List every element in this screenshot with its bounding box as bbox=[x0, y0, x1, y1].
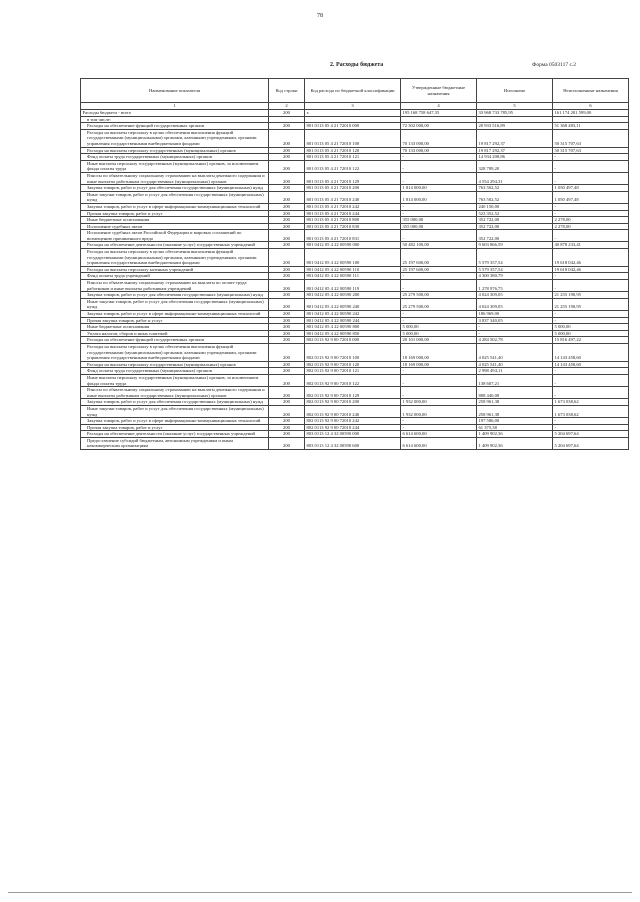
row-unexecuted: - bbox=[553, 160, 629, 172]
header-line-code: Код строки bbox=[269, 79, 305, 103]
row-approved bbox=[401, 116, 477, 123]
row-unexecuted: 40 878 233,41 bbox=[553, 242, 629, 249]
row-executed: 1 278 976,75 bbox=[477, 280, 553, 292]
row-approved: - bbox=[401, 418, 477, 425]
row-executed: 352 722,00 bbox=[477, 217, 553, 224]
row-approved: 50 482 100,00 bbox=[401, 242, 477, 249]
table-row bbox=[81, 311, 629, 318]
row-line-code: 200 bbox=[269, 324, 305, 331]
row-executed: - bbox=[477, 324, 553, 331]
row-classification-code: 801 0113 05 4 21 72010 121 bbox=[305, 154, 401, 161]
row-unexecuted: 5 204 697,64 bbox=[553, 431, 629, 438]
row-approved: 355 000,00 bbox=[401, 223, 477, 230]
row-line-code: 200 bbox=[269, 129, 305, 147]
row-executed: 4 025 541,40 bbox=[477, 361, 553, 368]
table-row bbox=[81, 399, 629, 406]
row-name: Расходы на выплаты персоналу в целях обеспечения выполнения функций государственными (муниципальными) органами, казенными учреждениями, органами управления государственными внебюджетными фондами bbox=[81, 129, 269, 147]
row-unexecuted: 5 000,00 bbox=[553, 324, 629, 331]
table-row bbox=[81, 242, 629, 249]
table-row bbox=[81, 330, 629, 337]
row-name: Расходы на обеспечение функций государственных органов bbox=[81, 123, 269, 130]
table-row bbox=[81, 405, 629, 417]
row-line-code: 200 bbox=[269, 147, 305, 154]
row-executed: 33 968 733 785,95 bbox=[477, 110, 553, 117]
row-line-code: 200 bbox=[269, 368, 305, 375]
row-unexecuted: 1 673 038,62 bbox=[553, 399, 629, 406]
table-row bbox=[81, 292, 629, 299]
row-line-code: 200 bbox=[269, 172, 305, 184]
row-line-code: 200 bbox=[269, 361, 305, 368]
row-unexecuted: 50 315 707,63 bbox=[553, 129, 629, 147]
row-approved: - bbox=[401, 203, 477, 210]
row-executed: 4 284 502,78 bbox=[477, 337, 553, 344]
row-line-code: 200 bbox=[269, 330, 305, 337]
page-bottom-rule bbox=[8, 892, 632, 893]
expenses-table bbox=[80, 78, 629, 450]
row-line-code: 200 bbox=[269, 191, 305, 203]
row-name: Закупка товаров, работ и услуг в сфере информационно-коммуникационных технологий bbox=[81, 203, 269, 210]
row-unexecuted: 1 050 497,48 bbox=[553, 191, 629, 203]
row-executed: 258 961,38 bbox=[477, 405, 553, 417]
row-executed: 4 024 309,05 bbox=[477, 292, 553, 299]
row-line-code: 200 bbox=[269, 217, 305, 224]
table-row bbox=[81, 298, 629, 310]
row-executed: 5 579 357,54 bbox=[477, 249, 553, 267]
row-classification-code: 801 0113 05 4 21 72010 244 bbox=[305, 210, 401, 217]
row-approved: 5 000,00 bbox=[401, 330, 477, 337]
row-line-code: 200 bbox=[269, 110, 305, 117]
row-classification-code: 801 0412 05 4 22 00590 800 bbox=[305, 324, 401, 331]
column-number: 3 bbox=[305, 103, 401, 110]
row-executed: 14 934 208,86 bbox=[477, 154, 553, 161]
table-row bbox=[81, 217, 629, 224]
row-name: Расходы на выплаты персоналу в целях обеспечения выполнения функций государственными (муниципальными) органами, казенными учреждениями, органами управления государственными внебюджетными фондами bbox=[81, 249, 269, 267]
row-executed: 328 789,20 bbox=[477, 160, 553, 172]
row-name: Взносы по обязательному социальному страхованию на выплаты денежного содержания и иные выплаты работникам государственных (муниципальных) органов bbox=[81, 172, 269, 184]
row-executed: 5 579 357,54 bbox=[477, 266, 553, 273]
row-approved: 1 932 000,00 bbox=[401, 405, 477, 417]
row-line-code: 200 bbox=[269, 280, 305, 292]
table-row bbox=[81, 129, 629, 147]
row-name: Фонд оплаты труда государственных (муниципальных) органов bbox=[81, 368, 269, 375]
table-row bbox=[81, 317, 629, 324]
table-row bbox=[81, 418, 629, 425]
row-line-code: 200 bbox=[269, 437, 305, 449]
row-unexecuted: 50 315 707,63 bbox=[553, 147, 629, 154]
header-approved: Утвержденные бюджетные назначения bbox=[401, 79, 477, 103]
row-classification-code: 801 0412 05 4 22 00590 244 bbox=[305, 317, 401, 324]
row-classification-code: 801 0113 05 4 21 72010 100 bbox=[305, 129, 401, 147]
row-unexecuted: - bbox=[553, 368, 629, 375]
row-classification-code: 801 0412 05 4 22 00590 200 bbox=[305, 292, 401, 299]
row-name: Иные закупки товаров, работ и услуг для обеспечения государственных (муниципальных) нужд bbox=[81, 298, 269, 310]
table-row bbox=[81, 368, 629, 375]
row-line-code: 200 bbox=[269, 230, 305, 242]
row-name: Прочая закупка товаров, работ и услуг bbox=[81, 317, 269, 324]
table-row bbox=[81, 210, 629, 217]
header-unexecuted: Неисполненные назначения bbox=[553, 79, 629, 103]
row-approved: 1 814 000,00 bbox=[401, 185, 477, 192]
row-unexecuted: 21 255 190,95 bbox=[553, 298, 629, 310]
table-row bbox=[81, 424, 629, 431]
section-title: 2. Расходы бюджета bbox=[330, 62, 384, 68]
row-approved: - bbox=[401, 273, 477, 280]
row-name: Иные выплаты персоналу государственных (муниципальных) органов, за исключением фонда оплаты труда bbox=[81, 160, 269, 172]
row-unexecuted: 5 000,00 bbox=[553, 330, 629, 337]
row-name: Закупка товаров, работ и услуг для обеспечения государственных (муниципальных) нужд bbox=[81, 185, 269, 192]
row-unexecuted: 1 673 038,62 bbox=[553, 405, 629, 417]
row-approved: - bbox=[401, 374, 477, 386]
row-classification-code: 801 0412 05 4 22 00590 119 bbox=[305, 280, 401, 292]
row-executed: - bbox=[477, 330, 553, 337]
row-classification-code: 802 0113 92 9 00 72010 100 bbox=[305, 343, 401, 361]
row-classification-code: 801 0113 05 4 21 72010 831 bbox=[305, 230, 401, 242]
row-executed: 240 150,00 bbox=[477, 203, 553, 210]
table-row bbox=[81, 223, 629, 230]
row-name: Фонд оплаты труда учреждений bbox=[81, 273, 269, 280]
row-line-code: 200 bbox=[269, 418, 305, 425]
row-line-code: 200 bbox=[269, 154, 305, 161]
row-line-code: 200 bbox=[269, 374, 305, 386]
row-classification-code: 802 0113 92 9 00 72010 120 bbox=[305, 361, 401, 368]
table-row bbox=[81, 185, 629, 192]
row-line-code: 200 bbox=[269, 223, 305, 230]
row-executed: 4 024 309,05 bbox=[477, 298, 553, 310]
row-approved: - bbox=[401, 368, 477, 375]
row-name: Расходы бюджета - всего bbox=[81, 110, 269, 117]
row-name: Расходы на выплаты персоналу казенных учреждений bbox=[81, 266, 269, 273]
row-approved: - bbox=[401, 172, 477, 184]
table-body bbox=[81, 110, 629, 450]
row-unexecuted bbox=[553, 116, 629, 123]
table-row bbox=[81, 324, 629, 331]
row-classification-code: 801 0113 05 4 21 72010 242 bbox=[305, 203, 401, 210]
row-line-code: 200 bbox=[269, 242, 305, 249]
row-unexecuted: 1 050 497,48 bbox=[553, 185, 629, 192]
row-unexecuted: 19 618 042,46 bbox=[553, 266, 629, 273]
row-line-code: 200 bbox=[269, 431, 305, 438]
row-line-code: 200 bbox=[269, 424, 305, 431]
row-name: Иные закупки товаров, работ и услуг для обеспечения государственных (муниципальных) нужд bbox=[81, 191, 269, 203]
column-number: 6 bbox=[553, 103, 629, 110]
row-approved: - bbox=[401, 317, 477, 324]
table-row bbox=[81, 147, 629, 154]
table-row bbox=[81, 280, 629, 292]
row-executed: 19 817 292,37 bbox=[477, 129, 553, 147]
row-line-code: 200 bbox=[269, 298, 305, 310]
row-name: Расходы на выплаты персоналу государственных (муниципальных) органов bbox=[81, 147, 269, 154]
table-row bbox=[81, 273, 629, 280]
row-approved: 18 169 000,00 bbox=[401, 343, 477, 361]
row-approved: - bbox=[401, 424, 477, 431]
table-row bbox=[81, 374, 629, 386]
row-executed: 3 837 340,05 bbox=[477, 317, 553, 324]
table-row bbox=[81, 110, 629, 117]
table-row bbox=[81, 230, 629, 242]
row-line-code bbox=[269, 116, 305, 123]
row-executed: 1 409 902,36 bbox=[477, 431, 553, 438]
row-classification-code: 802 0113 92 9 00 72010 242 bbox=[305, 418, 401, 425]
row-name: Закупка товаров, работ и услуг для обеспечения государственных (муниципальных) нужд bbox=[81, 292, 269, 299]
row-line-code: 200 bbox=[269, 266, 305, 273]
row-classification-code: 802 0113 92 9 00 72010 244 bbox=[305, 424, 401, 431]
column-number-row bbox=[81, 103, 629, 110]
row-approved: - bbox=[401, 154, 477, 161]
row-classification-code: 801 0412 05 4 22 00590 850 bbox=[305, 330, 401, 337]
row-unexecuted: - bbox=[553, 172, 629, 184]
row-name: Расходы на выплаты персоналу в целях обеспечения выполнения функций государственными (муниципальными) органами, казенными учреждениями, органами управления государственными внебюджетными фондами bbox=[81, 343, 269, 361]
row-approved: - bbox=[401, 280, 477, 292]
table-row bbox=[81, 343, 629, 361]
row-executed: 4 554 294,31 bbox=[477, 172, 553, 184]
row-name: Исполнение судебных актов bbox=[81, 223, 269, 230]
table-row bbox=[81, 431, 629, 438]
row-unexecuted: 14 143 458,60 bbox=[553, 343, 629, 361]
row-unexecuted: 5 204 697,64 bbox=[553, 437, 629, 449]
row-classification-code: 803 0113 12 4 32 00590 600 bbox=[305, 437, 401, 449]
column-number: 1 bbox=[81, 103, 269, 110]
row-unexecuted: - bbox=[553, 203, 629, 210]
row-executed: 61 375,38 bbox=[477, 424, 553, 431]
row-unexecuted: - bbox=[553, 311, 629, 318]
row-approved: 1 814 000,00 bbox=[401, 191, 477, 203]
row-unexecuted: - bbox=[553, 273, 629, 280]
row-approved: - bbox=[401, 387, 477, 399]
row-line-code: 200 bbox=[269, 387, 305, 399]
row-classification-code: 801 0113 05 4 21 72010 120 bbox=[305, 147, 401, 154]
row-executed: 352 722,00 bbox=[477, 230, 553, 242]
row-name: Предоставление субсидий бюджетным, автономным учреждениям и иным некоммерческим организациям bbox=[81, 437, 269, 449]
row-executed: 138 607,21 bbox=[477, 374, 553, 386]
row-approved: - bbox=[401, 210, 477, 217]
row-executed: 186 969,00 bbox=[477, 311, 553, 318]
row-line-code: 200 bbox=[269, 123, 305, 130]
row-name: Расходы на обеспечение деятельности (оказание услуг) государственных учреждений bbox=[81, 431, 269, 438]
table-row bbox=[81, 266, 629, 273]
row-line-code: 200 bbox=[269, 337, 305, 344]
row-unexecuted: - bbox=[553, 210, 629, 217]
row-approved: 25 197 600,00 bbox=[401, 266, 477, 273]
header-classification-code: Код расхода по бюджетной классификации bbox=[305, 79, 401, 103]
row-name: Прочая закупка товаров, работ и услуг bbox=[81, 424, 269, 431]
row-classification-code: 801 0113 05 4 21 72010 830 bbox=[305, 223, 401, 230]
row-executed: 888 440,08 bbox=[477, 387, 553, 399]
row-unexecuted: - bbox=[553, 280, 629, 292]
row-executed bbox=[477, 116, 553, 123]
row-approved: 70 133 000,00 bbox=[401, 129, 477, 147]
row-line-code: 200 bbox=[269, 273, 305, 280]
column-number: 4 bbox=[401, 103, 477, 110]
row-classification-code: 801 0412 05 4 22 00590 110 bbox=[305, 266, 401, 273]
row-unexecuted: 14 143 458,60 bbox=[553, 361, 629, 368]
row-name: Фонд оплаты труда государственных (муниципальных) органов bbox=[81, 154, 269, 161]
row-unexecuted: - bbox=[553, 317, 629, 324]
table-row bbox=[81, 249, 629, 267]
row-line-code: 200 bbox=[269, 210, 305, 217]
row-unexecuted: 51 368 483,11 bbox=[553, 123, 629, 130]
row-unexecuted: 19 618 042,46 bbox=[553, 249, 629, 267]
row-classification-code: 802 0113 92 9 00 72010 129 bbox=[305, 387, 401, 399]
table-row bbox=[81, 361, 629, 368]
row-name: Закупка товаров, работ и услуг в сфере информационно-коммуникационных технологий bbox=[81, 418, 269, 425]
row-executed: 352 722,00 bbox=[477, 223, 553, 230]
form-code: Форма 0503117 с.2 bbox=[532, 62, 577, 68]
row-classification-code: 801 0412 05 4 22 00590 100 bbox=[305, 249, 401, 267]
page-number: 78 bbox=[317, 13, 323, 19]
row-approved: - bbox=[401, 160, 477, 172]
row-line-code: 200 bbox=[269, 343, 305, 361]
row-executed: 523 352,52 bbox=[477, 210, 553, 217]
row-approved: 72 302 000,00 bbox=[401, 123, 477, 130]
row-line-code: 200 bbox=[269, 185, 305, 192]
row-name: Иные бюджетные ассигнования bbox=[81, 324, 269, 331]
row-name: Расходы на обеспечение деятельности (оказание услуг) государственных учреждений bbox=[81, 242, 269, 249]
row-classification-code: 802 0113 92 9 00 72010 121 bbox=[305, 368, 401, 375]
row-name: Прочая закупка товаров, работ и услуг bbox=[81, 210, 269, 217]
row-name: Расходы на выплаты персоналу государственных (муниципальных) органов bbox=[81, 361, 269, 368]
row-classification-code: 801 0113 05 4 21 72010 122 bbox=[305, 160, 401, 172]
row-executed: 1 409 902,36 bbox=[477, 437, 553, 449]
table-row bbox=[81, 203, 629, 210]
row-unexecuted: 15 816 497,22 bbox=[553, 337, 629, 344]
row-approved: - bbox=[401, 230, 477, 242]
row-line-code: 200 bbox=[269, 399, 305, 406]
row-classification-code: x bbox=[305, 110, 401, 117]
row-approved: 70 133 000,00 bbox=[401, 147, 477, 154]
row-approved: 18 169 000,00 bbox=[401, 361, 477, 368]
table-row bbox=[81, 191, 629, 203]
table-row bbox=[81, 116, 629, 123]
row-classification-code: 801 0412 05 4 22 00590 240 bbox=[305, 298, 401, 310]
table-row bbox=[81, 337, 629, 344]
row-classification-code: 801 0412 05 4 22 00590 000 bbox=[305, 242, 401, 249]
row-executed: 258 961,38 bbox=[477, 399, 553, 406]
row-unexecuted: - bbox=[553, 424, 629, 431]
row-name: Закупка товаров, работ и услуг в сфере информационно-коммуникационных технологий bbox=[81, 311, 269, 318]
row-line-code: 200 bbox=[269, 405, 305, 417]
row-unexecuted: 21 255 190,95 bbox=[553, 292, 629, 299]
row-name: Иные закупки товаров, работ и услуг для обеспечения государственных (муниципальных) нужд bbox=[81, 405, 269, 417]
row-name: Взносы по обязательному социальному страхованию на выплаты по оплате труда работников и иные выплаты работникам учреждений bbox=[81, 280, 269, 292]
row-line-code: 200 bbox=[269, 292, 305, 299]
row-unexecuted: - bbox=[553, 418, 629, 425]
row-classification-code: 801 0113 05 4 21 72010 800 bbox=[305, 217, 401, 224]
column-number: 5 bbox=[477, 103, 553, 110]
row-classification-code: 801 0113 05 4 21 72010 000 bbox=[305, 123, 401, 130]
row-unexecuted: - bbox=[553, 230, 629, 242]
row-name: в том числе: bbox=[81, 116, 269, 123]
row-line-code: 200 bbox=[269, 317, 305, 324]
row-executed: 2 998 494,11 bbox=[477, 368, 553, 375]
row-name: Уплата налогов, сборов и иных платежей bbox=[81, 330, 269, 337]
row-classification-code: 802 0113 92 9 00 72010 240 bbox=[305, 405, 401, 417]
row-approved: 25 279 500,00 bbox=[401, 298, 477, 310]
row-approved: 195 168 758 647,35 bbox=[401, 110, 477, 117]
row-classification-code: 801 0113 05 4 21 72010 129 bbox=[305, 172, 401, 184]
table-row bbox=[81, 123, 629, 130]
row-executed: 20 933 516,89 bbox=[477, 123, 553, 130]
row-executed: 197 586,00 bbox=[477, 418, 553, 425]
row-approved: 6 614 600,00 bbox=[401, 437, 477, 449]
row-unexecuted: - bbox=[553, 374, 629, 386]
row-approved: 20 101 000,00 bbox=[401, 337, 477, 344]
row-approved: 1 932 000,00 bbox=[401, 399, 477, 406]
row-line-code: 200 bbox=[269, 311, 305, 318]
row-unexecuted: 161 174 201 599,00 bbox=[553, 110, 629, 117]
table-row bbox=[81, 154, 629, 161]
row-name: Взносы по обязательному социальному страхованию на выплаты денежного содержания и иные выплаты работникам государственных (муниципальных) органов bbox=[81, 387, 269, 399]
row-executed: 4 025 541,40 bbox=[477, 343, 553, 361]
row-classification-code: 801 0412 05 4 22 00590 242 bbox=[305, 311, 401, 318]
table-row bbox=[81, 387, 629, 399]
row-classification-code: 802 0113 92 9 00 72010 200 bbox=[305, 399, 401, 406]
table-row bbox=[81, 160, 629, 172]
row-classification-code: 802 0113 92 9 00 72010 122 bbox=[305, 374, 401, 386]
header-indicator-name: Наименование показателя bbox=[81, 79, 269, 103]
row-approved: 355 000,00 bbox=[401, 217, 477, 224]
row-unexecuted: - bbox=[553, 154, 629, 161]
row-executed: 4 300 380,79 bbox=[477, 273, 553, 280]
table-header-row bbox=[81, 79, 629, 103]
row-line-code: 200 bbox=[269, 249, 305, 267]
row-name: Расходы на обеспечение функций государственных органов bbox=[81, 337, 269, 344]
row-unexecuted: 2 278,00 bbox=[553, 223, 629, 230]
row-unexecuted: - bbox=[553, 387, 629, 399]
column-number: 2 bbox=[269, 103, 305, 110]
row-executed: 19 817 292,37 bbox=[477, 147, 553, 154]
row-name: Исполнение судебных актов Российской Федерации и мировых соглашений по возмещению причиненного вреда bbox=[81, 230, 269, 242]
row-executed: 763 502,52 bbox=[477, 185, 553, 192]
row-approved: 5 000,00 bbox=[401, 324, 477, 331]
row-executed: 9 603 866,59 bbox=[477, 242, 553, 249]
table-row bbox=[81, 437, 629, 449]
row-approved: 25 279 500,00 bbox=[401, 292, 477, 299]
row-approved: 25 197 600,00 bbox=[401, 249, 477, 267]
row-classification-code: 801 0113 05 4 21 72010 200 bbox=[305, 185, 401, 192]
row-name: Закупка товаров, работ и услуг для обеспечения государственных (муниципальных) нужд bbox=[81, 399, 269, 406]
row-line-code: 200 bbox=[269, 203, 305, 210]
table-row bbox=[81, 172, 629, 184]
row-approved: 6 614 600,00 bbox=[401, 431, 477, 438]
row-classification-code: 803 0113 12 4 32 00590 000 bbox=[305, 431, 401, 438]
row-approved: - bbox=[401, 311, 477, 318]
row-classification-code: 802 0113 92 9 00 72010 000 bbox=[305, 337, 401, 344]
row-name: Иные бюджетные ассигнования bbox=[81, 217, 269, 224]
row-executed: 763 502,52 bbox=[477, 191, 553, 203]
row-line-code: 200 bbox=[269, 160, 305, 172]
row-classification-code bbox=[305, 116, 401, 123]
row-name: Иные выплаты персоналу государственных (муниципальных) органов, за исключением фонда оплаты труда bbox=[81, 374, 269, 386]
row-classification-code: 801 0113 05 4 21 72010 240 bbox=[305, 191, 401, 203]
row-unexecuted: 2 278,00 bbox=[553, 217, 629, 224]
row-classification-code: 801 0412 05 4 22 00590 111 bbox=[305, 273, 401, 280]
header-executed: Исполнено bbox=[477, 79, 553, 103]
